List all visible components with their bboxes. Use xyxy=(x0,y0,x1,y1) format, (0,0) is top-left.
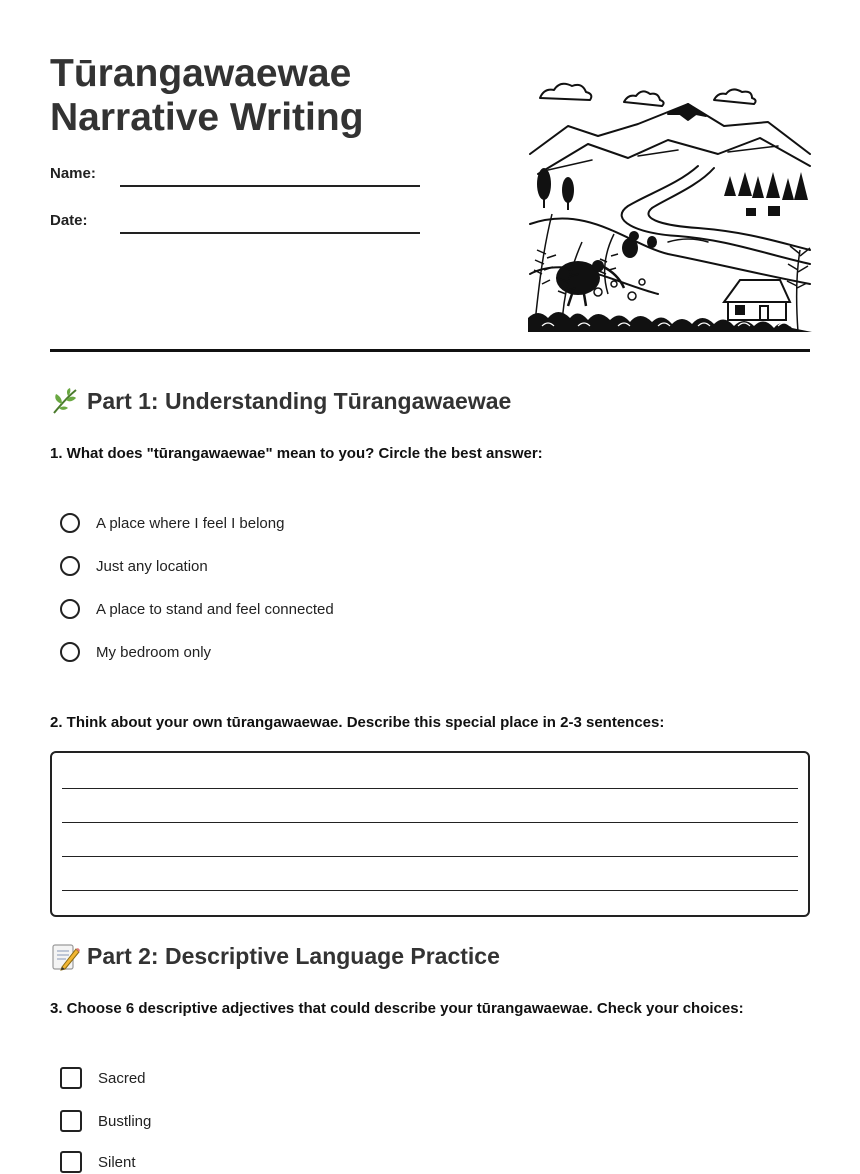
date-label: Date: xyxy=(50,212,88,229)
answer-write-line[interactable] xyxy=(62,788,798,789)
part2-heading xyxy=(50,941,500,971)
landscape-illustration-icon xyxy=(528,74,812,332)
q3-option[interactable] xyxy=(60,1109,151,1133)
question-2: 2. Think about your own tūrangawaewae. Describe this special place in 2-3 sentences: xyxy=(50,714,665,731)
q3-option-label: Bustling xyxy=(98,1112,152,1130)
checkbox-icon[interactable] xyxy=(60,1151,82,1173)
checkbox-icon[interactable] xyxy=(60,1067,82,1089)
worksheet-title xyxy=(50,52,364,140)
answer-write-line[interactable] xyxy=(62,856,798,857)
part2-heading-text: Part 2: Descriptive Language Practice xyxy=(87,942,500,969)
q1-option-label: A place to stand and feel connected xyxy=(96,600,334,618)
memo-pencil-icon xyxy=(50,941,80,971)
q3-option[interactable] xyxy=(60,1150,136,1174)
q1-option[interactable] xyxy=(60,597,334,621)
checkbox-icon[interactable] xyxy=(60,1110,82,1132)
date-field[interactable] xyxy=(50,212,420,236)
title-line-2: Narrative Writing xyxy=(50,96,364,139)
q1-option-label: My bedroom only xyxy=(96,643,212,661)
leaf-icon xyxy=(50,386,80,416)
q2-answer-box[interactable] xyxy=(50,751,810,917)
radio-circle-icon[interactable] xyxy=(60,513,80,533)
q1-option[interactable] xyxy=(60,640,211,664)
q3-option[interactable] xyxy=(60,1066,146,1090)
part1-heading xyxy=(50,386,511,416)
name-write-line[interactable] xyxy=(120,185,420,187)
answer-write-line[interactable] xyxy=(62,822,798,823)
q3-option-label: Silent xyxy=(98,1153,136,1171)
name-label: Name: xyxy=(50,165,96,182)
q1-option-label: Just any location xyxy=(96,557,208,575)
q1-option[interactable] xyxy=(60,554,208,578)
name-field[interactable] xyxy=(50,165,420,189)
header-divider xyxy=(50,349,810,352)
title-line-1: Tūrangawaewae xyxy=(50,52,352,95)
answer-write-line[interactable] xyxy=(62,890,798,891)
part1-heading-text: Part 1: Understanding Tūrangawaewae xyxy=(87,387,512,414)
q3-option-label: Sacred xyxy=(98,1069,146,1087)
question-1: 1. What does "tūrangawaewae" mean to you? Circle the best answer: xyxy=(50,445,543,462)
radio-circle-icon[interactable] xyxy=(60,556,80,576)
question-3: 3. Choose 6 descriptive adjectives that could describe your tūrangawaewae. Check your choices: xyxy=(50,1000,744,1017)
date-write-line[interactable] xyxy=(120,232,420,234)
q1-option-label: A place where I feel I belong xyxy=(96,514,285,532)
radio-circle-icon[interactable] xyxy=(60,599,80,619)
q1-option[interactable] xyxy=(60,511,284,535)
radio-circle-icon[interactable] xyxy=(60,642,80,662)
